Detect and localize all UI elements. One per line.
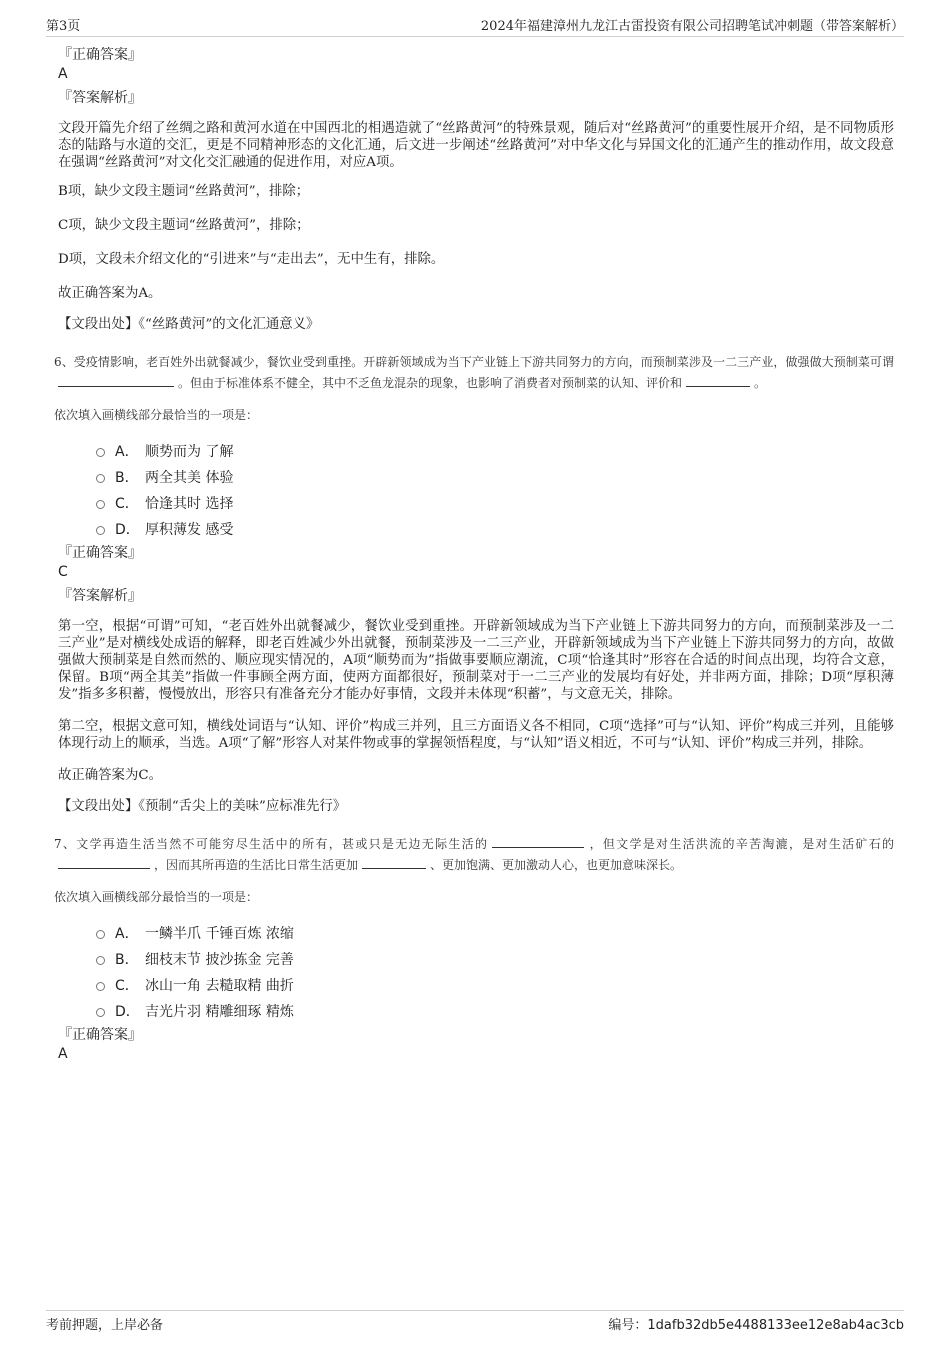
document-body xyxy=(54,40,894,1063)
correct-answer-label: 『正确答案』 xyxy=(58,1027,142,1043)
option-letter: C． xyxy=(115,978,139,994)
fill-blank xyxy=(58,856,150,869)
analysis-paragraph: 故正确答案为A。 xyxy=(58,286,162,301)
document-code-value: 1dafb32db5e4488133ee12e8ab4ac3cb xyxy=(647,1318,904,1333)
option-c[interactable] xyxy=(96,972,894,998)
option-d[interactable] xyxy=(96,516,894,542)
option-a[interactable] xyxy=(96,438,894,464)
option-text: 细枝末节 披沙拣金 完善 xyxy=(145,952,294,968)
fill-blank xyxy=(686,374,750,387)
radio-button-icon[interactable] xyxy=(96,956,105,965)
radio-button-icon[interactable] xyxy=(96,930,105,939)
question-stem xyxy=(54,352,894,394)
correct-answer-value: C xyxy=(58,564,68,580)
question-stem xyxy=(54,834,894,876)
page-number: 第3页 xyxy=(46,19,81,34)
question-prompt: 依次填入画横线部分最恰当的一项是： xyxy=(54,408,259,422)
radio-button-icon[interactable] xyxy=(96,526,105,535)
fill-blank xyxy=(362,856,426,869)
option-letter: D． xyxy=(115,1004,140,1020)
option-letter: A． xyxy=(115,444,139,460)
option-list xyxy=(96,438,894,542)
analysis-paragraph: C项，缺少文段主题词“丝路黄河”，排除； xyxy=(58,218,310,233)
document-title: 2024年福建漳州九龙江古雷投资有限公司招聘笔试冲刺题（带答案解析） xyxy=(480,19,904,34)
radio-button-icon[interactable] xyxy=(96,500,105,509)
option-text: 吉光片羽 精雕细琢 精炼 xyxy=(145,1004,294,1020)
analysis-paragraph: 文段开篇先介绍了丝绸之路和黄河水道在中国西北的相遇造就了“丝路黄河”的特殊景观，随后对“丝路黄河”的重要性展开介绍，是不同物质形态的陆路与水道的交汇，更是不同精神形态的文化汇通，后文进一步阐述“丝路黄河”对中华文化与异国文化的汇通产生的推动作用，故文段意在强调“丝路黄河”对文化交汇融通的促进作用，对应A项。 xyxy=(58,121,894,170)
document-code xyxy=(608,1314,904,1333)
option-text: 一鳞半爪 千锤百炼 浓缩 xyxy=(145,926,294,942)
option-letter: B． xyxy=(115,952,139,968)
option-d[interactable] xyxy=(96,998,894,1024)
question-stem-text: 。但由于标准体系不健全，其中不乏鱼龙混杂的现象，也影响了消费者对预制菜的认知、评价和 xyxy=(178,376,683,390)
option-text: 顺势而为 了解 xyxy=(145,444,234,460)
option-letter: B． xyxy=(115,470,139,486)
correct-answer-value: A xyxy=(58,1046,68,1062)
option-b[interactable] xyxy=(96,946,894,972)
option-letter: D． xyxy=(115,522,140,538)
radio-button-icon[interactable] xyxy=(96,982,105,991)
source-citation: 【文段出处】《“丝路黄河”的文化汇通意义》 xyxy=(58,317,320,332)
option-a[interactable] xyxy=(96,920,894,946)
option-b[interactable] xyxy=(96,464,894,490)
question-prompt: 依次填入画横线部分最恰当的一项是： xyxy=(54,890,259,904)
question-stem-text: ，但文学是对生活洪流的辛苦淘漉，是对生活矿石的 xyxy=(588,837,894,851)
fill-blank xyxy=(492,835,584,848)
option-text: 两全其美 体验 xyxy=(145,470,234,486)
analysis-label: 『答案解析』 xyxy=(58,588,142,604)
footer-slogan: 考前押题，上岸必备 xyxy=(46,1318,164,1333)
option-letter: C． xyxy=(115,496,139,512)
page-footer xyxy=(46,1310,904,1333)
analysis-label: 『答案解析』 xyxy=(58,90,142,106)
source-citation: 【文段出处】《预制“舌尖上的美味”应标准先行》 xyxy=(58,799,347,814)
question-stem-text: 7、文学再造生活当然不可能穷尽生活中的所有，甚或只是无边无际生活的 xyxy=(54,837,489,851)
analysis-paragraph: 第一空，根据“可谓”可知，“老百姓外出就餐减少，餐饮业受到重挫。开辟新领域成为当下产业链上下游共同努力的方向，而预制菜涉及一二三产业”是对横线处成语的解释，即老百姓减少外出就餐，预制菜涉及一二三产业，开辟新领域成为当下产业链上下游共同努力的方向，故做强做大预制菜是自然而然的、顺应现实情况的，A项“顺势而为”指做事要顺应潮流，C项“恰逢其时”形容在合适的时间点出现，均符合文意，保留。B项“两全其美”指做一件事顾全两方面，使两方面都很好，预制菜对于一二三产业的发展均有好处，并非两方面，排除；D项“厚积薄发”指多多积蓄，慢慢放出，形容只有准备充分才能办好事情，文段并未体现“积蓄”，与文意无关，排除。 xyxy=(58,619,894,702)
page-header xyxy=(46,14,904,37)
question-stem-text: 6、受疫情影响，老百姓外出就餐减少，餐饮业受到重挫。开辟新领域成为当下产业链上下游共同努力的方向，而预制菜涉及一二三产业，做强做大预制菜可谓 xyxy=(54,355,894,369)
option-c[interactable] xyxy=(96,490,894,516)
radio-button-icon[interactable] xyxy=(96,448,105,457)
analysis-paragraph: 故正确答案为C。 xyxy=(58,768,162,783)
question-stem-text: 、更加饱满、更加激动人心，也更加意味深长。 xyxy=(430,858,683,872)
option-list xyxy=(96,920,894,1024)
option-text: 冰山一角 去糙取精 曲折 xyxy=(145,978,294,994)
option-letter: A． xyxy=(115,926,139,942)
correct-answer-value: A xyxy=(58,66,68,82)
correct-answer-label: 『正确答案』 xyxy=(58,545,142,561)
radio-button-icon[interactable] xyxy=(96,474,105,483)
radio-button-icon[interactable] xyxy=(96,1008,105,1017)
fill-blank xyxy=(58,374,174,387)
question-stem-text: 。 xyxy=(754,376,767,390)
analysis-paragraph: B项，缺少文段主题词“丝路黄河”，排除； xyxy=(58,184,310,199)
option-text: 厚积薄发 感受 xyxy=(145,522,234,538)
option-text: 恰逢其时 选择 xyxy=(145,496,234,512)
correct-answer-label: 『正确答案』 xyxy=(58,47,142,63)
analysis-paragraph: 第二空，根据文意可知，横线处词语与“认知、评价”构成三并列，且三方面语义各不相同，C项“选择”可与“认知、评价”构成三并列，且能够体现行动上的顺承，当选。A项“了解”形容人对某件物或事的掌握领悟程度，与“认知”语义相近，不可与“认知、评价”构成三并列，排除。 xyxy=(58,719,894,751)
question-stem-text: ，因而其所再造的生活比日常生活更加 xyxy=(154,858,359,872)
document-code-label: 编号： xyxy=(608,1318,648,1333)
analysis-paragraph: D项，文段未介绍文化的“引进来”与“走出去”，无中生有，排除。 xyxy=(58,252,445,267)
